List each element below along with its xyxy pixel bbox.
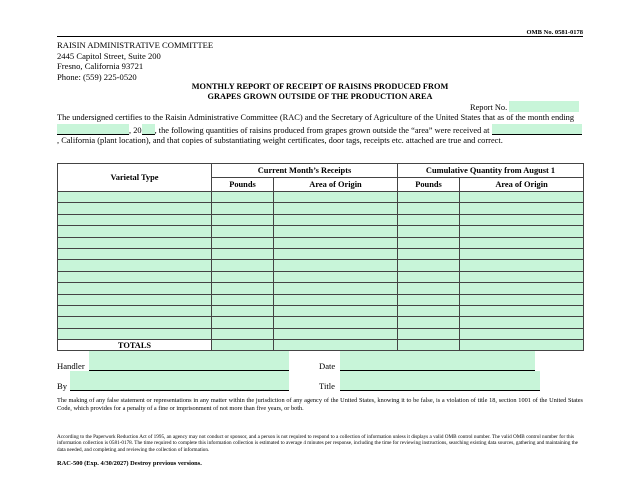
cumulative-area-cell[interactable] [460,294,584,305]
cumulative-pounds-cell[interactable] [398,260,460,271]
totals-label: TOTALS [58,340,212,351]
varietal-cell[interactable] [58,305,212,316]
plant-location-field[interactable] [492,124,582,135]
form-title [57,82,583,102]
table-row [58,305,584,316]
current-area-cell[interactable] [274,214,398,225]
varietal-cell[interactable] [58,271,212,282]
street: 2445 Capitol Street, Suite 200 [57,50,161,61]
totals-current-area[interactable] [274,340,398,351]
totals-cumulative-area[interactable] [460,340,584,351]
cumulative-area-cell[interactable] [460,214,584,225]
form-number: RAC-500 (Exp. 4/30/2027) Destroy previous versions. [57,460,202,467]
penalty-statement: The making of any false statement or representations in any matter within the jurisdiction of any agency of the United States, knowing it to be false, is a violation of title 18, section 1001 of the United States Code, which provides for a penalty of a fine or imprisonment of not more than five years, or both. [57,397,583,412]
table-row [58,237,584,248]
cumulative-area-cell[interactable] [460,226,584,237]
title-field[interactable] [340,371,540,391]
cumulative-pounds-cell[interactable] [398,203,460,214]
table-row [58,317,584,328]
cert-part-1: The undersigned certifies to the Raisin Administrative Committee (RAC) and the Secretary of Agriculture of the United States that as of the month ending [57,113,575,122]
table-row [58,214,584,225]
varietal-cell[interactable] [58,283,212,294]
current-pounds-cell[interactable] [212,271,274,282]
varietal-cell[interactable] [58,237,212,248]
current-area-cell[interactable] [274,203,398,214]
current-pounds-cell[interactable] [212,260,274,271]
varietal-cell[interactable] [58,294,212,305]
current-pounds-cell[interactable] [212,237,274,248]
cumulative-area-cell[interactable] [460,305,584,316]
current-area-cell[interactable] [274,283,398,294]
varietal-cell[interactable] [58,214,212,225]
cumulative-pounds-cell[interactable] [398,248,460,259]
current-area-cell[interactable] [274,192,398,203]
current-pounds-cell[interactable] [212,192,274,203]
table-row [58,203,584,214]
cumulative-area-header: Area of Origin [460,178,584,192]
varietal-cell[interactable] [58,226,212,237]
month-ending-field[interactable] [57,124,129,135]
current-pounds-cell[interactable] [212,317,274,328]
table-row [58,271,584,282]
year-prefix: , 20 [129,125,142,135]
cumulative-area-cell[interactable] [460,317,584,328]
cumulative-area-cell[interactable] [460,283,584,294]
cert-part-3: , California (plant location), and that copies of substantiating weight certificates, door tags, receipts etc. attached are true and correct. [57,136,503,146]
varietal-cell[interactable] [58,260,212,271]
current-area-cell[interactable] [274,237,398,248]
current-area-cell[interactable] [274,317,398,328]
date-field[interactable] [340,351,535,371]
year-field[interactable] [142,124,155,135]
cumulative-pounds-cell[interactable] [398,237,460,248]
cumulative-header: Cumulative Quantity from August 1 [398,164,584,178]
current-pounds-cell[interactable] [212,214,274,225]
current-area-cell[interactable] [274,294,398,305]
title-label: Title [319,381,335,391]
table-row [58,226,584,237]
current-area-header: Area of Origin [274,178,398,192]
current-pounds-header: Pounds [212,178,274,192]
report-number-field[interactable] [509,101,579,112]
cumulative-pounds-cell[interactable] [398,294,460,305]
by-field[interactable] [70,371,289,391]
cumulative-pounds-cell[interactable] [398,226,460,237]
cumulative-pounds-cell[interactable] [398,271,460,282]
cumulative-pounds-cell[interactable] [398,192,460,203]
title-line-1: MONTHLY REPORT OF RECEIPT OF RAISINS PRODUCED FROM [191,82,449,91]
cumulative-area-cell[interactable] [460,192,584,203]
cumulative-pounds-cell[interactable] [398,214,460,225]
current-area-cell[interactable] [274,305,398,316]
current-area-cell[interactable] [274,226,398,237]
varietal-cell[interactable] [58,248,212,259]
table-row [58,283,584,294]
current-pounds-cell[interactable] [212,203,274,214]
top-rule [57,36,583,37]
certification-text [57,113,583,147]
current-area-cell[interactable] [274,328,398,339]
current-pounds-cell[interactable] [212,226,274,237]
current-area-cell[interactable] [274,260,398,271]
cumulative-pounds-cell[interactable] [398,328,460,339]
current-area-cell[interactable] [274,248,398,259]
table-row [58,328,584,339]
cumulative-pounds-cell[interactable] [398,283,460,294]
cumulative-area-cell[interactable] [460,203,584,214]
cumulative-area-cell[interactable] [460,260,584,271]
cumulative-area-cell[interactable] [460,248,584,259]
cumulative-pounds-header: Pounds [398,178,460,192]
table-row [58,192,584,203]
varietal-cell[interactable] [58,328,212,339]
org-name: RAISIN ADMINISTRATIVE COMMITTEE [57,40,214,50]
title-line-2: GRAPES GROWN OUTSIDE OF THE PRODUCTION AREA [207,92,433,101]
varietal-cell[interactable] [58,317,212,328]
committee-address [57,40,213,82]
varietal-type-header: Varietal Type [58,164,212,192]
table-row [58,260,584,271]
date-label: Date [319,361,336,371]
phone: Phone: (559) 225-0520 [57,71,137,82]
cert-part-2: , the following quantities of raisins produced from grapes grown outside the “area” were received at [154,125,490,135]
handler-field[interactable] [89,351,289,371]
varietal-cell[interactable] [58,192,212,203]
city: Fresno, California 93721 [57,61,144,72]
cumulative-area-cell[interactable] [460,271,584,282]
varietal-cell[interactable] [58,203,212,214]
current-pounds-cell[interactable] [212,283,274,294]
cumulative-pounds-cell[interactable] [398,317,460,328]
report-number [470,101,579,112]
omb-number: OMB No. 0581-0178 [526,29,583,36]
cumulative-pounds-cell[interactable] [398,305,460,316]
totals-current-pounds[interactable] [212,340,274,351]
table-row [58,294,584,305]
current-month-header: Current Month’s Receipts [212,164,398,178]
handler-label: Handler [57,361,85,371]
current-pounds-cell[interactable] [212,248,274,259]
paperwork-notice: According to the Paperwork Reduction Act of 1995, an agency may not conduct or sponsor, and a person is not required to respond to a collection of information unless it displays a valid OMB control number. The valid OMB control number for this information collection is 0581-0178. The time required to complete this information collection is estimated to average 4 minutes per response, including the time for reviewing instructions, searching existing data sources, gathering and maintaining the data needed, and completing and reviewing the collection of information. [57,434,578,453]
report-number-label: Report No. [470,103,508,112]
totals-row [58,340,584,351]
totals-cumulative-pounds[interactable] [398,340,460,351]
current-pounds-cell[interactable] [212,294,274,305]
current-pounds-cell[interactable] [212,305,274,316]
receipts-table [57,163,584,351]
cumulative-area-cell[interactable] [460,328,584,339]
table-row [58,248,584,259]
current-pounds-cell[interactable] [212,328,274,339]
current-area-cell[interactable] [274,271,398,282]
cumulative-area-cell[interactable] [460,237,584,248]
by-label: By [57,381,68,391]
